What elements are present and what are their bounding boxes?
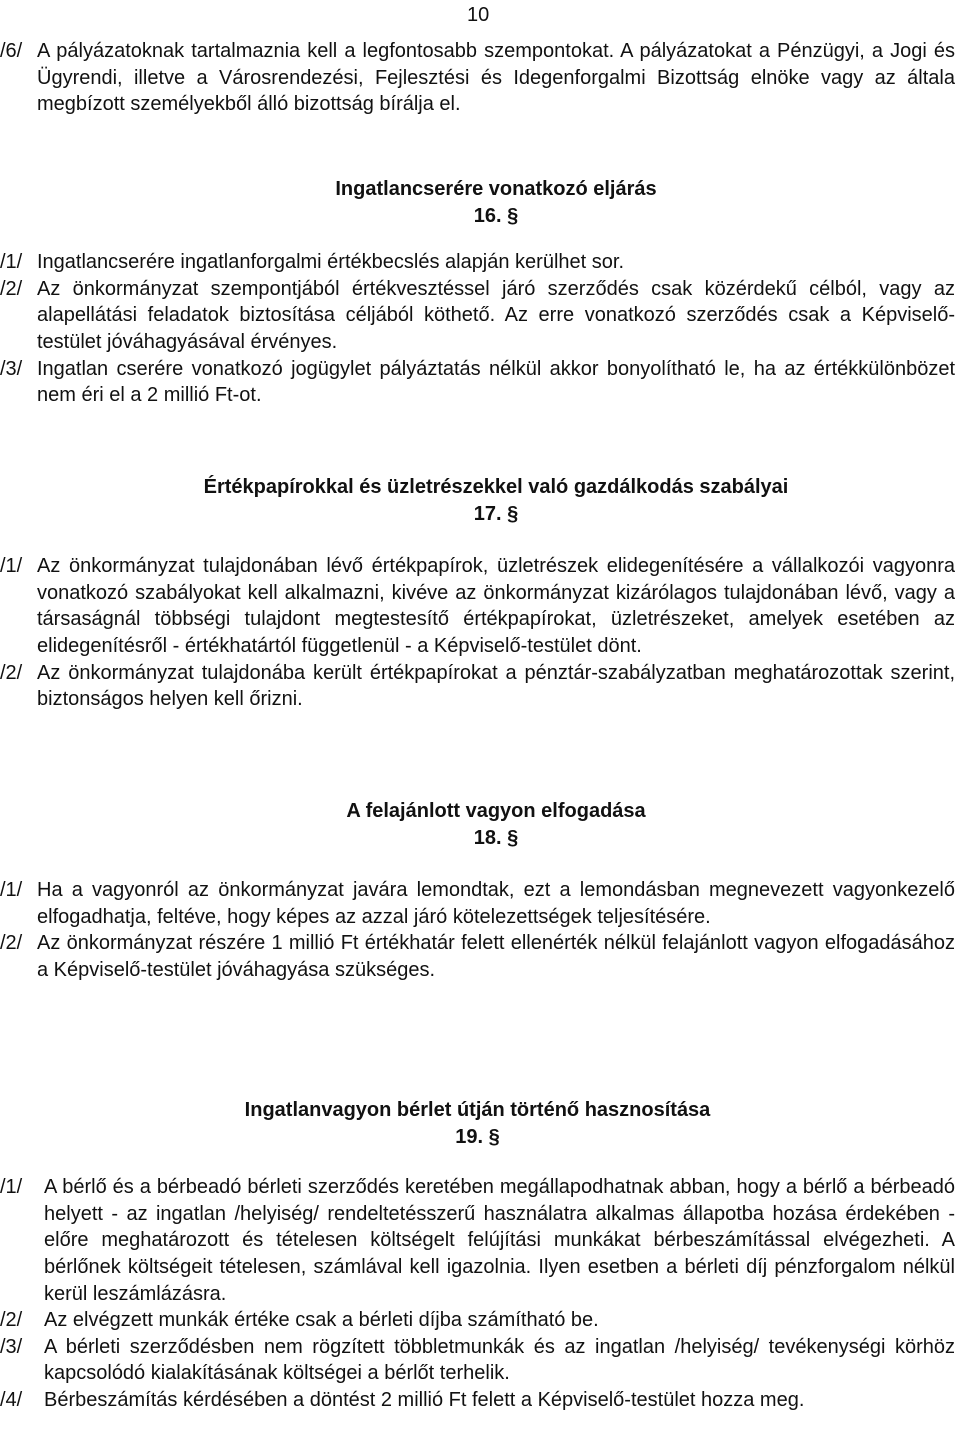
paragraph-text: Az önkormányzat tulajdonában lévő értékpapírok, üzletrészek elidegenítésére a vállalkozói vagyonra vonatkozó szabályokat kell alkalmazni, kivéve az önkormányzat kizárólagos tulajdonában lévő, vagy a társaságnál többségi tulajdont megtestesítő értékpapírokat, üzletrészeket, amelyek esetében az elidegenítésről - értékhatártól függetlenül - a Képviselő-testület dönt. xyxy=(37,555,955,657)
paragraph xyxy=(0,1387,955,1414)
section-number: 18. § xyxy=(473,826,519,849)
paragraph xyxy=(0,1334,955,1387)
paragraph-text: Ingatlancserére ingatlanforgalmi értékbecslés alapján kerülhet sor. xyxy=(37,251,625,274)
paragraph xyxy=(0,930,955,983)
paragraph xyxy=(0,356,955,409)
section-number: 17. § xyxy=(473,502,519,525)
paragraph-number: /6/ xyxy=(0,40,23,62)
paragraph-text: Ha a vagyonról az önkormányzat javára lemondtak, ezt a lemondásban megnevezett vagyonkezelő elfogadhatja, feltéve, hogy képes az azzal járó kötelezettségek teljesítésére. xyxy=(37,879,955,928)
paragraph-number: /3/ xyxy=(0,357,23,380)
paragraph-text: A bérleti szerződésben nem rögzített többletmunkák és az ingatlan /helyiség/ tevékenységi körhöz kapcsolódó kialakításának költségei a bérlőt terhelik. xyxy=(44,1335,955,1385)
paragraph-number: /1/ xyxy=(0,555,23,578)
section-title: Értékpapírokkal és üzletrészekkel való gazdálkodás szabályai xyxy=(203,476,789,498)
paragraph xyxy=(0,1307,955,1334)
section-18 xyxy=(0,798,955,984)
paragraph-number: /2/ xyxy=(0,277,23,300)
paragraph-number: /2/ xyxy=(0,1309,23,1332)
paragraph-number: /2/ xyxy=(0,661,23,684)
paragraph-text: Az önkormányzat szempontjából értékvesztéssel járó szerződés csak közérdekű célból, vagy az alapellátási feladatok biztosítása céljából köthető. Az erre vonatkozó szerződés csak a Képviselő-testület jóváhagyásával érvényes. xyxy=(37,277,955,353)
paragraph xyxy=(0,553,955,659)
paragraph xyxy=(0,660,955,713)
paragraph xyxy=(0,249,955,276)
section-16 xyxy=(0,176,955,409)
section-number: 16. § xyxy=(473,204,519,227)
paragraph xyxy=(0,877,955,930)
section-19 xyxy=(0,1097,955,1414)
paragraph-text: Az önkormányzat részére 1 millió Ft értékhatár felett ellenérték nélkül felajánlott vagyon elfogadásához a Képviselő-testület jóváhagyása szükséges. xyxy=(37,932,955,981)
paragraph-text: A pályázatoknak tartalmaznia kell a legfontosabb szempontokat. A pályázatokat a Pénzügyi, a Jogi és Ügyrendi, illetve a Városrendezési, Fejlesztési és Idegenforgalmi Bizottság elnöke vagy az általa megbízott személyekből álló bizottság bírálja el. xyxy=(37,40,955,116)
section-title: Ingatlancserére vonatkozó eljárás xyxy=(335,178,657,200)
section-title: A felajánlott vagyon elfogadása xyxy=(346,800,646,822)
paragraph-text: A bérlő és a bérbeadó bérleti szerződés keretében megállapodhatnak abban, hogy a bérlő a bérbeadó helyett - az ingatlan /helyiség/ rendeltetésszerű használatra alkalmas állapotba hozása érdekében - előre meghatározott és tételesen költségelt felújítási munkákat bérbeszámítással elvégezheti. A bérlőnek költségeit tételesen, számlával kell igazolnia. Ilyen esetben a bérleti díj pénzforgalom nélkül kerül leszámlázásra. xyxy=(44,1176,955,1305)
section-17 xyxy=(0,474,955,713)
paragraph-number: /1/ xyxy=(0,879,23,902)
paragraph-number: /4/ xyxy=(0,1388,23,1411)
paragraph-number: /2/ xyxy=(0,932,23,955)
section-number: 19. § xyxy=(455,1125,500,1148)
paragraph-number: /3/ xyxy=(0,1335,23,1358)
paragraph-text: Az önkormányzat tulajdonába került értékpapírokat a pénztár-szabályzatban meghatározottak szerint, biztonságos helyen kell őrizni. xyxy=(37,661,955,711)
section-title: Ingatlanvagyon bérlet útján történő hasznosítása xyxy=(244,1099,711,1121)
paragraph-number: /1/ xyxy=(0,251,23,274)
paragraph-text: Bérbeszámítás kérdésében a döntést 2 millió Ft felett a Képviselő-testület hozza meg. xyxy=(44,1388,805,1411)
paragraph-text: Az elvégzett munkák értéke csak a bérleti díjba számítható be. xyxy=(44,1309,599,1332)
intro-paragraph xyxy=(0,38,955,118)
paragraph xyxy=(0,1174,955,1307)
paragraph-number: /1/ xyxy=(0,1176,23,1199)
paragraph-text: Ingatlan cserére vonatkozó jogügylet pályáztatás nélkül akkor bonyolítható le, ha az értékkülönbözet nem éri el a 2 millió Ft-ot. xyxy=(37,357,955,407)
page-number: 10 xyxy=(467,4,490,26)
paragraph xyxy=(0,276,955,356)
